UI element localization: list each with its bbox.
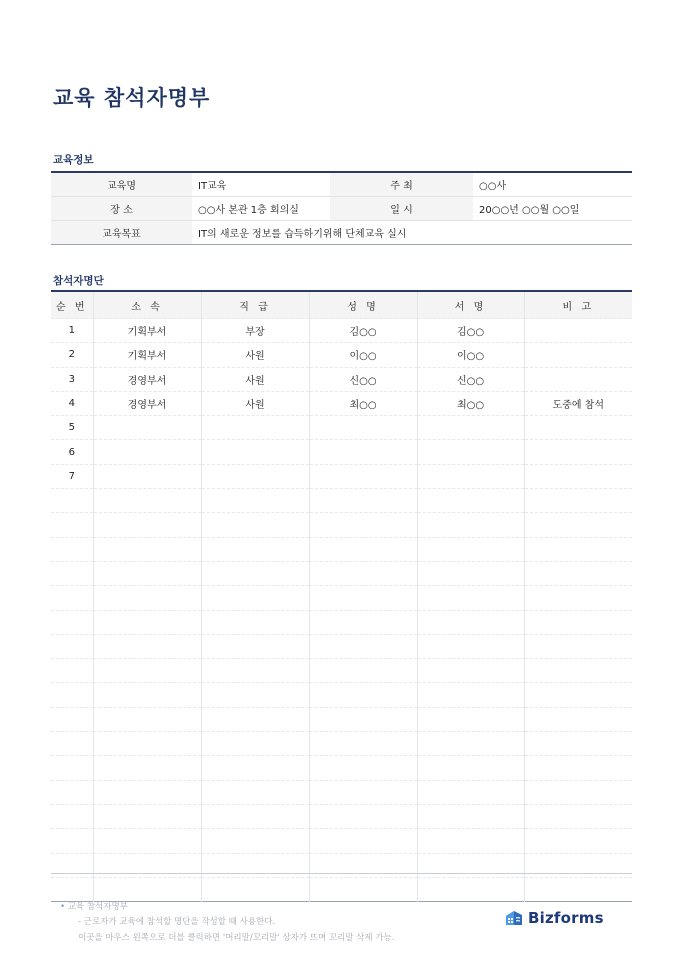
roster-section-heading: 참석자명단 <box>53 275 104 287</box>
signature-cell[interactable] <box>417 829 524 853</box>
department-cell[interactable] <box>93 416 201 440</box>
signature-cell[interactable] <box>417 416 524 440</box>
department-cell[interactable] <box>93 537 201 561</box>
remarks-cell[interactable] <box>524 319 632 343</box>
signature-cell[interactable] <box>417 489 524 513</box>
remarks-cell[interactable] <box>524 659 632 683</box>
building-icon <box>504 909 524 927</box>
document-title: 교육 참석자명부 <box>53 86 211 110</box>
table-row <box>51 634 632 658</box>
position-cell[interactable] <box>201 683 309 707</box>
table-row <box>51 319 632 343</box>
signature-cell[interactable] <box>417 683 524 707</box>
table-row <box>51 683 632 707</box>
row-number-cell <box>51 732 93 756</box>
position-cell[interactable] <box>201 659 309 683</box>
remarks-cell[interactable] <box>524 513 632 537</box>
info-row <box>51 196 632 220</box>
signature-cell[interactable] <box>417 659 524 683</box>
department-cell[interactable] <box>93 440 201 464</box>
footer-divider <box>51 873 632 874</box>
department-cell[interactable] <box>93 634 201 658</box>
remarks-cell[interactable] <box>524 756 632 780</box>
signature-cell[interactable] <box>417 610 524 634</box>
department-cell[interactable] <box>93 804 201 828</box>
signature-cell[interactable]: 김○○ <box>417 319 524 343</box>
roster-header-row <box>51 291 632 319</box>
name-cell[interactable] <box>309 416 417 440</box>
name-cell[interactable] <box>309 513 417 537</box>
signature-cell[interactable]: 최○○ <box>417 391 524 415</box>
table-row <box>51 367 632 391</box>
position-cell[interactable]: 사원 <box>201 367 309 391</box>
remarks-cell[interactable] <box>524 732 632 756</box>
row-number-cell <box>51 537 93 561</box>
department-cell[interactable]: 기획부서 <box>93 343 201 367</box>
signature-cell[interactable] <box>417 464 524 488</box>
row-number-cell <box>51 634 93 658</box>
signature-cell[interactable] <box>417 440 524 464</box>
note-title <box>60 900 128 912</box>
table-row <box>51 464 632 488</box>
row-number-cell: 5 <box>51 416 93 440</box>
position-cell[interactable] <box>201 804 309 828</box>
info-row <box>51 172 632 196</box>
signature-cell[interactable] <box>417 537 524 561</box>
department-cell[interactable] <box>93 586 201 610</box>
department-cell[interactable] <box>93 756 201 780</box>
info-row <box>51 220 632 244</box>
table-row <box>51 756 632 780</box>
name-cell[interactable] <box>309 780 417 804</box>
row-number-cell: 2 <box>51 343 93 367</box>
table-row <box>51 829 632 853</box>
column-header: 직 급 <box>201 291 309 319</box>
name-cell[interactable] <box>309 756 417 780</box>
bullet-icon: • <box>60 902 68 912</box>
remarks-cell[interactable] <box>524 707 632 731</box>
position-cell[interactable] <box>201 829 309 853</box>
name-cell[interactable] <box>309 440 417 464</box>
info-label: 주 최 <box>330 172 473 196</box>
position-cell[interactable]: 사원 <box>201 391 309 415</box>
name-cell[interactable] <box>309 659 417 683</box>
info-value[interactable]: ○○사 <box>473 172 632 196</box>
remarks-cell[interactable] <box>524 586 632 610</box>
name-cell[interactable] <box>309 537 417 561</box>
table-row <box>51 489 632 513</box>
department-cell[interactable]: 경영부서 <box>93 391 201 415</box>
signature-cell[interactable] <box>417 804 524 828</box>
department-cell[interactable] <box>93 513 201 537</box>
remarks-cell[interactable] <box>524 829 632 853</box>
info-value[interactable]: ○○사 본관 1층 회의실 <box>192 196 330 220</box>
signature-cell[interactable]: 이○○ <box>417 343 524 367</box>
logo-text: Bizforms <box>528 909 604 927</box>
table-row <box>51 780 632 804</box>
position-cell[interactable] <box>201 707 309 731</box>
department-cell[interactable] <box>93 489 201 513</box>
table-row <box>51 537 632 561</box>
row-number-cell <box>51 489 93 513</box>
roster-body <box>51 319 632 902</box>
name-cell[interactable] <box>309 732 417 756</box>
info-section-heading: 교육정보 <box>53 154 94 166</box>
name-cell[interactable]: 최○○ <box>309 391 417 415</box>
note-line: 이곳을 마우스 왼쪽으로 더블 클릭하면 '머리말/꼬리말' 상자가 뜨며 꼬리말 삭제 가능. <box>78 933 395 943</box>
position-cell[interactable] <box>201 416 309 440</box>
signature-cell[interactable] <box>417 780 524 804</box>
table-row <box>51 804 632 828</box>
signature-cell[interactable] <box>417 877 524 901</box>
name-cell[interactable] <box>309 610 417 634</box>
position-cell[interactable] <box>201 732 309 756</box>
info-label: 일 시 <box>330 196 473 220</box>
signature-cell[interactable] <box>417 513 524 537</box>
remarks-cell[interactable] <box>524 877 632 901</box>
remarks-cell[interactable] <box>524 464 632 488</box>
row-number-cell: 7 <box>51 464 93 488</box>
row-number-cell <box>51 586 93 610</box>
name-cell[interactable] <box>309 489 417 513</box>
table-row <box>51 416 632 440</box>
info-label: 장 소 <box>51 196 192 220</box>
note-line: - 근로자가 교육에 참석할 명단을 작성할 때 사용한다. <box>78 917 276 927</box>
table-row <box>51 610 632 634</box>
remarks-cell[interactable] <box>524 367 632 391</box>
department-cell[interactable] <box>93 877 201 901</box>
name-cell[interactable] <box>309 877 417 901</box>
bizforms-logo <box>504 909 604 927</box>
signature-cell[interactable] <box>417 586 524 610</box>
name-cell[interactable]: 신○○ <box>309 367 417 391</box>
remarks-cell[interactable] <box>524 561 632 585</box>
position-cell[interactable]: 부장 <box>201 319 309 343</box>
signature-cell[interactable] <box>417 634 524 658</box>
position-cell[interactable] <box>201 610 309 634</box>
name-cell[interactable]: 김○○ <box>309 319 417 343</box>
note-line: 교육 참석자명부 <box>67 902 128 912</box>
row-number-cell <box>51 707 93 731</box>
remarks-cell[interactable] <box>524 634 632 658</box>
name-cell[interactable] <box>309 804 417 828</box>
info-label: 교육목표 <box>51 220 192 244</box>
department-cell[interactable] <box>93 561 201 585</box>
attendee-roster-table <box>51 290 632 902</box>
table-row <box>51 440 632 464</box>
department-cell[interactable] <box>93 683 201 707</box>
remarks-cell[interactable] <box>524 440 632 464</box>
row-number-cell: 1 <box>51 319 93 343</box>
name-cell[interactable] <box>309 829 417 853</box>
row-number-cell <box>51 561 93 585</box>
remarks-cell[interactable] <box>524 416 632 440</box>
signature-cell[interactable]: 신○○ <box>417 367 524 391</box>
column-header: 서 명 <box>417 291 524 319</box>
info-label: 교육명 <box>51 172 192 196</box>
remarks-cell[interactable] <box>524 683 632 707</box>
row-number-cell <box>51 659 93 683</box>
signature-cell[interactable] <box>417 732 524 756</box>
remarks-cell[interactable]: 도중에 참석 <box>524 391 632 415</box>
position-cell[interactable] <box>201 634 309 658</box>
department-cell[interactable] <box>93 610 201 634</box>
position-cell[interactable] <box>201 780 309 804</box>
row-number-cell <box>51 683 93 707</box>
position-cell[interactable] <box>201 464 309 488</box>
table-row <box>51 586 632 610</box>
remarks-cell[interactable] <box>524 343 632 367</box>
name-cell[interactable] <box>309 707 417 731</box>
position-cell[interactable] <box>201 440 309 464</box>
education-info-table <box>51 171 632 245</box>
signature-cell[interactable] <box>417 561 524 585</box>
department-cell[interactable] <box>93 659 201 683</box>
department-cell[interactable] <box>93 780 201 804</box>
remarks-cell[interactable] <box>524 489 632 513</box>
table-row <box>51 343 632 367</box>
position-cell[interactable] <box>201 537 309 561</box>
department-cell[interactable] <box>93 464 201 488</box>
info-value[interactable]: IT교육 <box>192 172 330 196</box>
signature-cell[interactable] <box>417 707 524 731</box>
position-cell[interactable] <box>201 586 309 610</box>
row-number-cell <box>51 513 93 537</box>
remarks-cell[interactable] <box>524 610 632 634</box>
row-number-cell <box>51 610 93 634</box>
column-header: 비 고 <box>524 291 632 319</box>
row-number-cell <box>51 829 93 853</box>
remarks-cell[interactable] <box>524 804 632 828</box>
position-cell[interactable] <box>201 513 309 537</box>
table-row <box>51 732 632 756</box>
row-number-cell: 3 <box>51 367 93 391</box>
table-row <box>51 391 632 415</box>
position-cell[interactable] <box>201 489 309 513</box>
position-cell[interactable]: 사원 <box>201 343 309 367</box>
column-header: 성 명 <box>309 291 417 319</box>
name-cell[interactable] <box>309 634 417 658</box>
department-cell[interactable] <box>93 732 201 756</box>
column-header: 순 번 <box>51 291 93 319</box>
department-cell[interactable] <box>93 829 201 853</box>
row-number-cell <box>51 756 93 780</box>
department-cell[interactable] <box>93 707 201 731</box>
signature-cell[interactable] <box>417 756 524 780</box>
name-cell[interactable] <box>309 586 417 610</box>
row-number-cell: 6 <box>51 440 93 464</box>
column-header: 소 속 <box>93 291 201 319</box>
row-number-cell <box>51 780 93 804</box>
remarks-cell[interactable] <box>524 537 632 561</box>
table-row <box>51 707 632 731</box>
table-row <box>51 877 632 901</box>
name-cell[interactable] <box>309 683 417 707</box>
row-number-cell: 4 <box>51 391 93 415</box>
position-cell[interactable] <box>201 877 309 901</box>
department-cell[interactable]: 경영부서 <box>93 367 201 391</box>
name-cell[interactable] <box>309 561 417 585</box>
row-number-cell <box>51 804 93 828</box>
remarks-cell[interactable] <box>524 780 632 804</box>
position-cell[interactable] <box>201 561 309 585</box>
position-cell[interactable] <box>201 756 309 780</box>
table-row <box>51 659 632 683</box>
name-cell[interactable]: 이○○ <box>309 343 417 367</box>
table-row <box>51 513 632 537</box>
name-cell[interactable] <box>309 464 417 488</box>
table-row <box>51 561 632 585</box>
info-value[interactable]: IT의 새로운 정보를 습득하기위해 단체교육 실시 <box>198 228 407 240</box>
department-cell[interactable]: 기획부서 <box>93 319 201 343</box>
row-number-cell <box>51 877 93 901</box>
info-value[interactable]: 20○○년 ○○월 ○○일 <box>473 196 632 220</box>
